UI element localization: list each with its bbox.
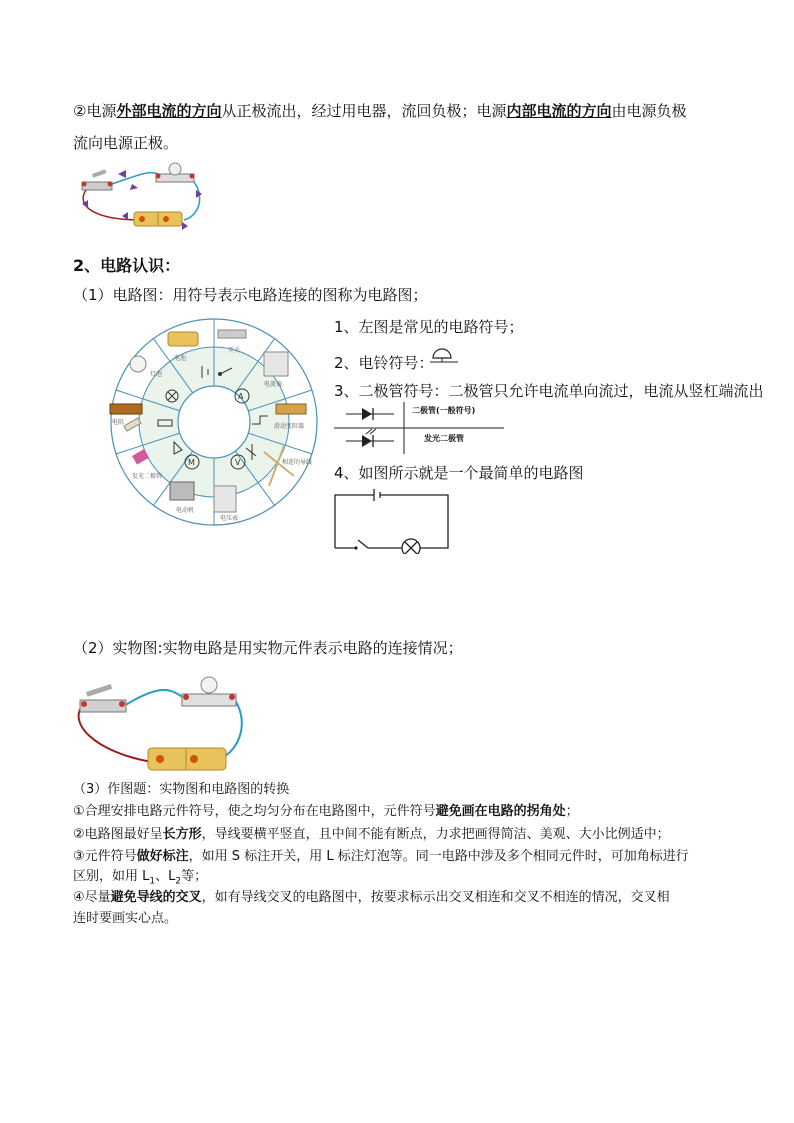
rule-emphasis: 避免导线的交叉 <box>110 890 202 905</box>
note-2: 2、电铃符号： <box>334 354 434 372</box>
section-heading: 2、电路认识： <box>73 256 181 275</box>
subscript: 1 <box>149 876 156 887</box>
svg-text:A: A <box>238 392 244 401</box>
wheel-label: 相连的导线 <box>282 459 313 466</box>
diode-label-led: 发光二极管 <box>424 434 464 443</box>
rule-text: ③元件符号 <box>73 849 137 864</box>
rule-text: ； <box>565 804 579 819</box>
rule-text: ①合理安排电路元件符号，使之均匀分布在电路图中，元件符号 <box>73 804 436 819</box>
svg-text:V: V <box>235 458 241 467</box>
item2-text: （2）实物图:实物电路是用实物元件表示电路的连接情况； <box>73 639 463 657</box>
rule-text: ，如有导线交叉的电路图中，按要求标示出交叉相连和交叉不相连的情况，交叉相 <box>201 890 670 905</box>
wheel-label: 灯泡 <box>150 371 163 378</box>
rule-text: ②电路图最好呈 <box>73 827 163 842</box>
note-1: 1、左图是常见的电路符号； <box>334 318 524 336</box>
text-segment: 电源 <box>86 102 117 120</box>
simple-circuit-diagram <box>330 486 452 554</box>
rule-emphasis: 长方形 <box>162 827 202 842</box>
rule-text: ，如用 S 标注开关，用 L 标注灯泡等。同一电路中涉及多个相同元件时，可加角标进行 <box>188 849 689 864</box>
svg-text:M: M <box>188 458 195 467</box>
rule-text: ，导线要横平竖直，且中间不能有断点，力求把画得简洁、美观、大小比例适中； <box>201 827 670 842</box>
note-4: 4、如图所示就是一个最简单的电路图 <box>334 464 584 482</box>
diode-label-general: 二极管(一般符号) <box>412 406 476 415</box>
rule-4 <box>73 888 670 908</box>
rule-1 <box>73 802 579 822</box>
rule-text: ④尽量 <box>73 890 111 905</box>
wheel-label: 电阻 <box>112 419 125 426</box>
rule-4-cont: 连时要画实心点。 <box>73 911 178 926</box>
circuit-symbol-wheel <box>104 316 324 528</box>
rule-text: 区别，如用 L <box>73 869 150 884</box>
wheel-label: 电动机 <box>176 507 195 514</box>
physical-circuit-small-image <box>72 160 208 234</box>
text-segment: 由电源负极 <box>611 102 687 120</box>
physical-circuit-image <box>72 670 250 774</box>
underlined-term-internal: 内部电流的方向 <box>506 102 612 120</box>
subscript: 2 <box>175 876 182 887</box>
paragraph-current-direction <box>73 100 687 122</box>
rule-emphasis: 做好标注 <box>136 849 189 864</box>
wheel-label: 发光二极管 <box>132 473 163 480</box>
wheel-label: 滑动变阻器 <box>274 423 305 430</box>
rule-text: 、L <box>155 869 176 884</box>
rule-2 <box>73 825 670 845</box>
paragraph-line2: 流向电源正极。 <box>73 134 179 152</box>
item3-title: （3）作图题：实物图和电路图的转换 <box>73 782 290 797</box>
wheel-label: 电压表 <box>220 515 239 522</box>
rule-emphasis: 避免画在电路的拐角处 <box>435 804 566 819</box>
wheel-label: 电流表 <box>264 381 283 388</box>
item1-text: （1）电路图：用符号表示电路连接的图称为电路图； <box>73 286 428 304</box>
bell-symbol <box>430 346 460 364</box>
text-segment: 从正极流出，经过用电器，流回负极；电源 <box>221 102 507 120</box>
note-3: 3、二极管符号：二极管只允许电流单向流过，电流从竖杠端流出 <box>334 382 764 400</box>
circle-number: ② <box>73 102 87 120</box>
rule-3 <box>73 847 689 867</box>
wheel-label: 开关 <box>228 347 241 354</box>
underlined-term-external: 外部电流的方向 <box>116 102 222 120</box>
wheel-label: 电池 <box>174 355 187 362</box>
rule-text: 等； <box>181 869 208 884</box>
